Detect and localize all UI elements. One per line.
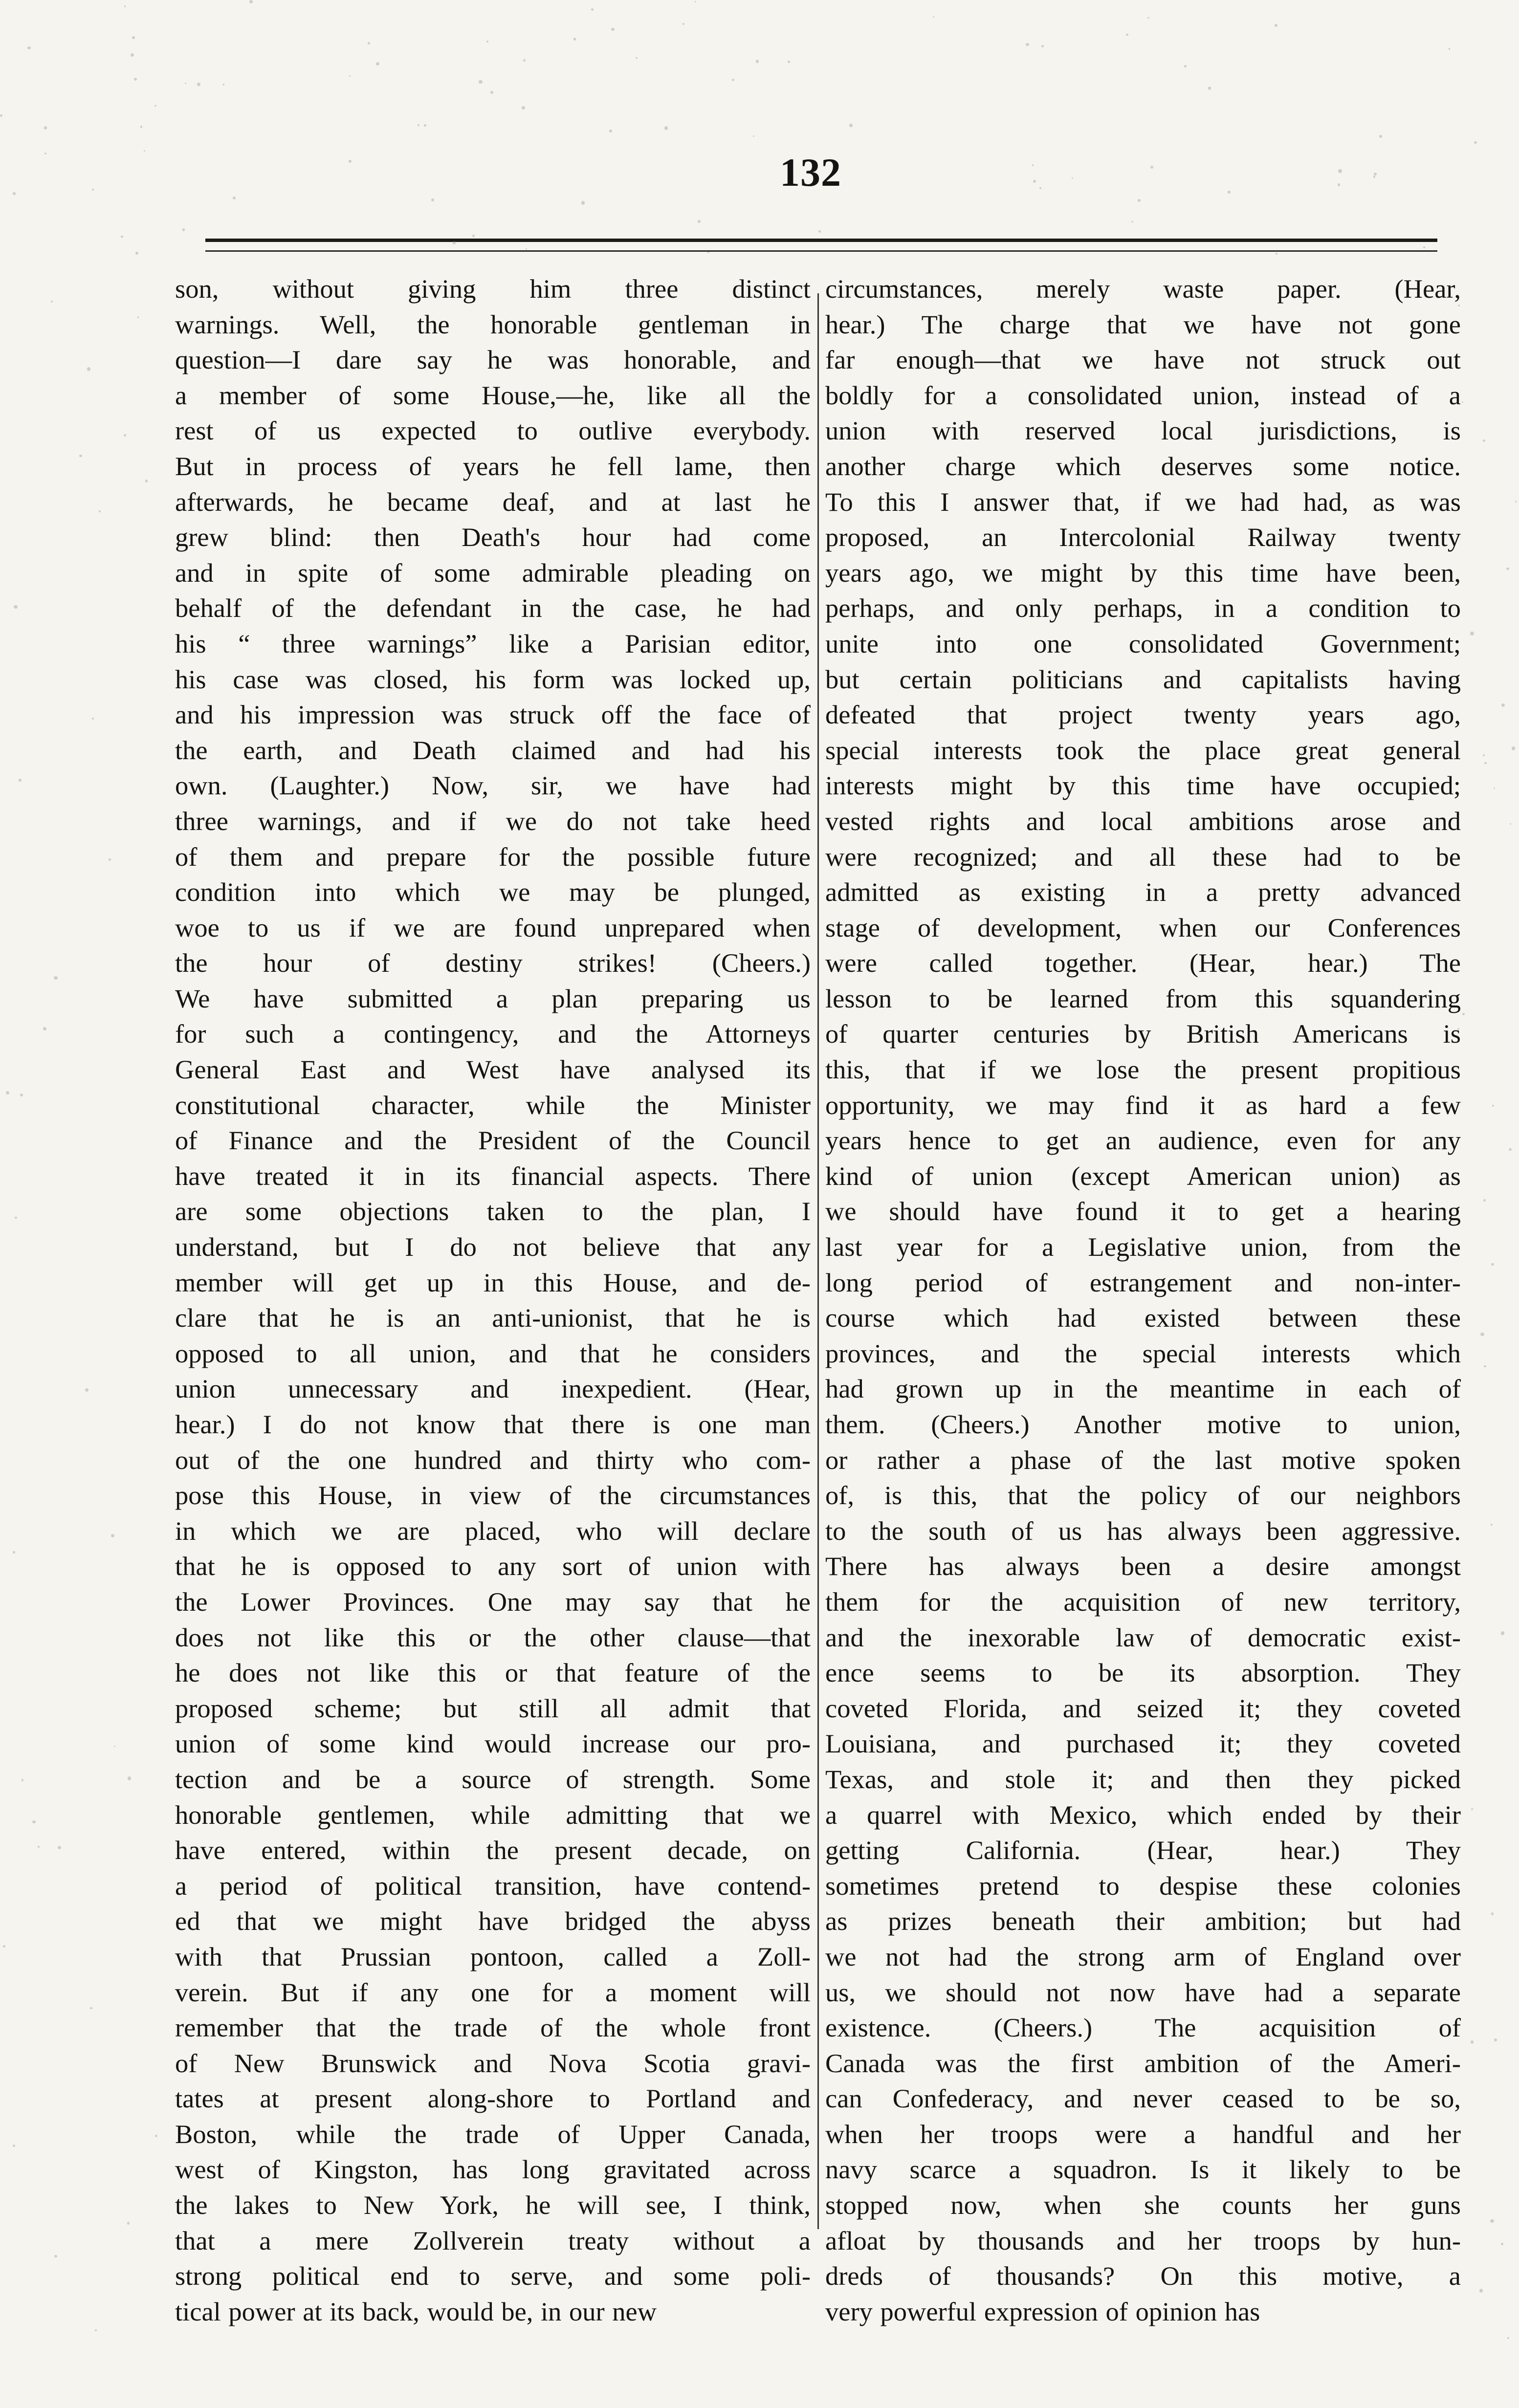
paper-speck <box>131 53 134 57</box>
text-line: hear.) The charge that we have not gone <box>825 309 1461 339</box>
text-line: Texas, and stole it; and then they picked <box>825 1764 1461 1794</box>
paper-speck <box>144 150 145 152</box>
text-line: out of the one hundred and thirty who com- <box>175 1445 811 1475</box>
text-line: of them and prepare for the possible future <box>175 841 811 872</box>
paper-speck <box>1338 169 1342 173</box>
paper-speck <box>1507 2337 1509 2339</box>
text-line: last year for a Legislative union, from the <box>825 1232 1461 1262</box>
paper-speck <box>1208 87 1211 89</box>
text-line: honorable gentlemen, while admitting that we <box>175 1799 811 1830</box>
paper-speck <box>223 84 224 85</box>
paper-speck <box>1490 2219 1494 2223</box>
text-line: or rather a phase of the last motive spoken <box>825 1445 1461 1475</box>
text-line: are some objections taken to the plan, I <box>175 1196 811 1226</box>
paper-speck <box>19 779 21 781</box>
paper-speck <box>121 236 123 238</box>
text-line: course which had existed between these <box>825 1303 1461 1333</box>
text-line: were recognized; and all these had to be <box>825 841 1461 872</box>
paper-speck <box>38 1846 40 1848</box>
text-line: three warnings, and if we do not take heed <box>175 806 811 836</box>
text-line: the Lower Provinces. One may say that he <box>175 1586 811 1617</box>
paper-speck <box>933 16 934 18</box>
paper-speck <box>418 124 419 126</box>
paper-speck <box>1462 1013 1465 1016</box>
text-line: union of some kind would increase our pro- <box>175 1729 811 1759</box>
paper-speck <box>490 91 493 94</box>
paper-speck <box>1501 1631 1505 1635</box>
text-line: far enough—that we have not struck out <box>825 345 1461 375</box>
text-line: opposed to all union, and that he considers <box>175 1338 811 1368</box>
paper-speck <box>85 1388 88 1392</box>
text-line: boldly for a consolidated union, instead of a <box>825 380 1461 410</box>
paper-speck <box>109 858 111 861</box>
text-line: that he is opposed to any sort of union with <box>175 1551 811 1581</box>
text-line: But in process of years he fell lame, then <box>175 451 811 481</box>
text-line: had grown up in the meantime in each of <box>825 1374 1461 1404</box>
text-line: tates at present along-shore to Portland and <box>175 2083 811 2114</box>
text-line: behalf of the defendant in the case, he had <box>175 593 811 623</box>
text-line: kind of union (except American union) as <box>825 1160 1461 1191</box>
paper-speck <box>3 1945 5 1948</box>
text-line: to the south of us has always been aggressive. <box>825 1515 1461 1546</box>
text-line: he does not like this or that feature of the <box>175 1658 811 1688</box>
paper-speck <box>1338 183 1341 186</box>
left-text-column <box>175 271 811 2329</box>
paper-speck <box>849 124 852 127</box>
paper-speck <box>453 241 456 244</box>
text-line: question—I dare say he was honorable, and <box>175 345 811 375</box>
text-line: vested rights and local ambitions arose and <box>825 806 1461 836</box>
paper-speck <box>154 105 156 107</box>
paper-speck <box>526 248 527 250</box>
paper-speck <box>479 80 483 84</box>
paper-speck <box>197 83 200 86</box>
text-line: provinces, and the special interests which <box>825 1338 1461 1368</box>
paper-speck <box>1474 141 1476 144</box>
paper-speck <box>145 480 148 482</box>
text-line: afloat by thousands and her troops by hun- <box>825 2225 1461 2255</box>
paper-speck <box>13 192 15 195</box>
text-line: grew blind: then Death's hour had come <box>175 522 811 552</box>
paper-speck <box>13 2145 15 2147</box>
text-line: opportunity, we may find it as hard a few <box>825 1090 1461 1120</box>
paper-speck <box>43 1027 46 1030</box>
paper-speck <box>92 189 94 191</box>
text-line: we should have found it to get a hearing <box>825 1196 1461 1226</box>
text-line: Louisiana, and purchased it; they coveted <box>825 1729 1461 1759</box>
right-text-column <box>825 271 1461 2329</box>
text-line: them for the acquisition of new territory, <box>825 1586 1461 1617</box>
text-line: were called together. (Hear, hear.) The <box>825 948 1461 978</box>
text-line: unite into one consolidated Government; <box>825 628 1461 658</box>
text-line: special interests took the place great general <box>825 735 1461 765</box>
paper-speck <box>128 1776 132 1780</box>
paper-speck <box>32 1820 36 1824</box>
paper-speck <box>140 126 142 128</box>
text-line: proposed, an Intercolonial Railway twenty <box>825 522 1461 552</box>
paper-speck <box>95 2329 97 2331</box>
text-line: his case was closed, his form was locked up, <box>175 664 811 694</box>
text-line: in which we are placed, who will declare <box>175 1515 811 1546</box>
paper-speck <box>753 135 754 137</box>
text-line: for such a contingency, and the Attorneys <box>175 1019 811 1049</box>
paper-speck <box>13 1551 15 1554</box>
paper-speck <box>1483 439 1485 442</box>
text-line: condition into which we may be plunged, <box>175 877 811 907</box>
text-line: admitted as existing in a pretty advanced <box>825 877 1461 907</box>
paper-speck <box>134 78 137 81</box>
paper-speck <box>51 301 53 303</box>
paper-speck <box>127 2222 130 2224</box>
text-line: clare that he is an anti-unionist, that he is <box>175 1303 811 1333</box>
text-line: woe to us if we are found unprepared when <box>175 912 811 942</box>
text-line: son, without giving him three distinct <box>175 274 811 304</box>
text-line: west of Kingston, has long gravitated across <box>175 2154 811 2185</box>
text-line: getting California. (Hear, hear.) They <box>825 1835 1461 1865</box>
text-line: this, that if we lose the present propitious <box>825 1054 1461 1085</box>
text-line: sometimes pretend to despise these colonies <box>825 1870 1461 1901</box>
paper-speck <box>1276 253 1277 255</box>
paper-speck <box>182 228 185 231</box>
text-line: with that Prussian pontoon, called a Zoll- <box>175 1941 811 1971</box>
text-line: constitutional character, while the Minister <box>175 1090 811 1120</box>
paper-speck <box>1131 221 1133 223</box>
paper-speck <box>124 434 126 437</box>
paper-speck <box>1483 754 1485 756</box>
paper-speck <box>424 124 426 127</box>
text-line: To this I answer that, if we had had, as was <box>825 486 1461 517</box>
text-line: can Confederacy, and never ceased to be so, <box>825 2083 1461 2114</box>
paper-speck <box>44 153 46 154</box>
paper-speck <box>1515 501 1517 502</box>
text-line: ed that we might have bridged the abyss <box>175 1906 811 1936</box>
header-rule-thick <box>205 239 1437 242</box>
paper-speck <box>1379 135 1382 138</box>
paper-speck <box>54 976 58 980</box>
text-line: his “ three warnings” like a Parisian editor, <box>175 628 811 658</box>
text-line: remember that the trade of the whole front <box>175 2013 811 2043</box>
paper-speck <box>573 38 576 40</box>
text-line: Boston, while the trade of Upper Canada, <box>175 2119 811 2149</box>
text-line: defeated that project twenty years ago, <box>825 700 1461 730</box>
paper-speck <box>695 1 696 2</box>
paper-speck <box>1512 746 1516 750</box>
text-line: rest of us expected to outlive everybody. <box>175 416 811 446</box>
paper-speck <box>79 455 82 458</box>
paper-speck <box>1491 1912 1494 1915</box>
paper-speck <box>27 46 30 49</box>
paper-speck <box>1373 175 1376 178</box>
text-line: another charge which deserves some notice. <box>825 451 1461 481</box>
paper-speck <box>44 126 47 130</box>
paper-speck <box>818 230 821 233</box>
text-line: the earth, and Death claimed and had his <box>175 735 811 765</box>
paper-speck <box>1126 34 1128 36</box>
paper-speck <box>124 5 126 7</box>
paper-speck <box>349 75 351 77</box>
text-line: afterwards, he became deaf, and at last he <box>175 486 811 517</box>
page-number: 132 <box>780 150 841 195</box>
text-line: ence seems to be its absorption. They <box>825 1658 1461 1688</box>
text-line: own. (Laughter.) Now, sir, we have had <box>175 770 811 801</box>
text-line: of, is this, that the policy of our neighbors <box>825 1480 1461 1510</box>
text-line: existence. (Cheers.) The acquisition of <box>825 2013 1461 2043</box>
paper-speck <box>92 718 94 720</box>
text-line: There has always been a desire amongst <box>825 1551 1461 1581</box>
paper-speck <box>1374 173 1377 175</box>
text-line: stage of development, when our Conferences <box>825 912 1461 942</box>
paper-speck <box>591 8 594 11</box>
paper-speck <box>1449 48 1451 50</box>
text-line: understand, but I do not believe that any <box>175 1232 811 1262</box>
paper-speck <box>1423 246 1425 248</box>
paper-speck <box>114 1746 115 1747</box>
text-line: the lakes to New York, he will see, I think, <box>175 2190 811 2220</box>
text-line: warnings. Well, the honorable gentleman in <box>175 309 811 339</box>
paper-speck <box>581 201 585 204</box>
paper-speck <box>22 1779 23 1781</box>
paper-speck <box>15 1217 17 1219</box>
paper-speck <box>1184 65 1187 67</box>
paper-speck <box>1039 187 1041 189</box>
paper-speck <box>788 61 790 63</box>
paper-speck <box>609 130 612 132</box>
text-line: stopped now, when she counts her guns <box>825 2190 1461 2220</box>
paper-speck <box>20 1094 23 1096</box>
paper-speck <box>1483 1199 1486 1202</box>
paper-speck <box>1509 1148 1511 1151</box>
paper-speck <box>1041 45 1044 47</box>
text-line: very powerful expression of opinion has <box>825 2296 1260 2326</box>
paper-speck <box>1470 632 1474 635</box>
paper-speck <box>611 28 614 31</box>
paper-speck <box>707 252 709 253</box>
text-line: long period of estrangement and non-inter- <box>825 1267 1461 1297</box>
paper-speck <box>1506 568 1509 570</box>
paper-speck <box>376 62 379 66</box>
paper-speck <box>111 1534 114 1537</box>
text-line: verein. But if any one for a moment will <box>175 1977 811 2007</box>
paper-speck <box>87 367 90 371</box>
paper-speck <box>1491 1263 1494 1266</box>
text-line: us, we should not now have had a separate <box>825 1977 1461 2007</box>
paper-speck <box>1494 788 1495 789</box>
paper-speck <box>1494 2038 1497 2041</box>
text-line: but certain politicians and capitalists having <box>825 664 1461 694</box>
paper-speck <box>1471 1808 1473 1810</box>
text-line: a quarrel with Mexico, which ended by their <box>825 1799 1461 1830</box>
text-line: lesson to be learned from this squandering <box>825 983 1461 1013</box>
paper-speck <box>636 57 638 59</box>
text-line: member will get up in this House, and de- <box>175 1267 811 1297</box>
paper-speck <box>1072 177 1073 179</box>
paper-speck <box>1484 1365 1486 1368</box>
paper-speck <box>1275 24 1277 27</box>
paper-speck <box>1471 2040 1474 2043</box>
paper-speck <box>732 79 734 81</box>
text-line: proposed scheme; but still all admit that <box>175 1693 811 1723</box>
text-line: interests might by this time have occupied; <box>825 770 1461 801</box>
column-divider <box>817 293 819 2229</box>
text-line: pose this House, in view of the circumstances <box>175 1480 811 1510</box>
paper-speck <box>1026 43 1029 46</box>
text-line: of Finance and the President of the Council <box>175 1125 811 1156</box>
text-line: navy scarce a squadron. Is it likely to be <box>825 2154 1461 2185</box>
paper-speck <box>14 605 17 609</box>
text-line: Canada was the first ambition of the Ameri- <box>825 2048 1461 2078</box>
text-line: hear.) I do not know that there is one man <box>175 1409 811 1439</box>
text-line: coveted Florida, and seized it; they coveted <box>825 1693 1461 1723</box>
paper-speck <box>1510 823 1512 825</box>
paper-speck <box>137 316 139 318</box>
paper-speck <box>1462 401 1463 403</box>
paper-speck <box>349 160 352 163</box>
text-line: have treated it in its financial aspects. There <box>175 1160 811 1191</box>
header-rule-thin <box>205 250 1437 252</box>
paper-speck <box>54 2255 57 2257</box>
paper-speck <box>664 126 668 130</box>
paper-speck <box>185 83 186 84</box>
paper-speck <box>368 42 370 44</box>
paper-speck <box>99 510 101 512</box>
text-line: them. (Cheers.) Another motive to union, <box>825 1409 1461 1439</box>
paper-speck <box>233 197 236 199</box>
paper-speck <box>155 2135 157 2137</box>
text-line: years hence to get an audience, even for any <box>825 1125 1461 1156</box>
text-line: and the inexorable law of democratic exist- <box>825 1622 1461 1652</box>
text-line: dreds of thousands? On this motive, a <box>825 2261 1461 2291</box>
paper-speck <box>1150 166 1153 169</box>
text-line: that a mere Zollverein treaty without a <box>175 2225 811 2255</box>
paper-speck <box>90 2007 92 2010</box>
paper-speck <box>1501 703 1505 707</box>
text-line: tical power at its back, would be, in our new <box>175 2296 657 2326</box>
text-line: when her troops were a handful and her <box>825 2119 1461 2149</box>
paper-speck <box>1491 1524 1493 1526</box>
text-line: of quarter centuries by British Americans is <box>825 1019 1461 1049</box>
text-line: perhaps, and only perhaps, in a condition to <box>825 593 1461 623</box>
text-line: and his impression was struck off the face of <box>175 700 811 730</box>
paper-speck <box>523 59 526 62</box>
text-line: a period of political transition, have contend- <box>175 1870 811 1901</box>
paper-speck <box>58 1846 61 1849</box>
paper-speck <box>135 252 138 255</box>
paper-speck <box>522 106 525 109</box>
text-line: of New Brunswick and Nova Scotia gravi- <box>175 2048 811 2078</box>
paper-speck <box>249 0 253 3</box>
paper-speck <box>1480 1333 1484 1336</box>
text-line: the hour of destiny strikes! (Cheers.) <box>175 948 811 978</box>
paper-speck <box>756 60 759 63</box>
paper-speck <box>1492 1105 1495 1107</box>
paper-speck <box>1033 180 1036 183</box>
text-line: tection and be a source of strength. Some <box>175 1764 811 1794</box>
paper-speck <box>1147 17 1149 19</box>
paper-speck <box>698 220 701 223</box>
paper-speck <box>472 235 475 237</box>
paper-speck <box>1138 199 1141 202</box>
text-line: union unnecessary and inexpedient. (Hear, <box>175 1374 811 1404</box>
text-line: circumstances, merely waste paper. (Hear, <box>825 274 1461 304</box>
paper-speck <box>1484 762 1486 764</box>
text-line: have entered, within the present decade, on <box>175 1835 811 1865</box>
paper-speck <box>6 1091 10 1095</box>
text-line: a member of some House,—he, like all the <box>175 380 811 410</box>
text-line: does not like this or the other clause—that <box>175 1622 811 1652</box>
paper-speck <box>1479 2289 1483 2292</box>
text-line: union with reserved local jurisdictions, is <box>825 416 1461 446</box>
text-line: and in spite of some admirable pleading on <box>175 557 811 588</box>
text-line: we not had the strong arm of England over <box>825 1941 1461 1971</box>
text-line: General East and West have analysed its <box>175 1054 811 1085</box>
paper-speck <box>132 36 135 39</box>
text-line: We have submitted a plan preparing us <box>175 983 811 1013</box>
paper-speck <box>1501 2243 1503 2245</box>
text-line: as prizes beneath their ambition; but had <box>825 1906 1461 1936</box>
paper-speck <box>1032 164 1034 166</box>
text-line: strong political end to serve, and some poli- <box>175 2261 811 2291</box>
paper-speck <box>431 198 434 201</box>
paper-speck <box>0 114 2 117</box>
paper-speck <box>682 23 684 25</box>
text-line: years ago, we might by this time have been, <box>825 557 1461 588</box>
paper-speck <box>486 41 488 43</box>
paper-speck <box>1228 191 1231 194</box>
